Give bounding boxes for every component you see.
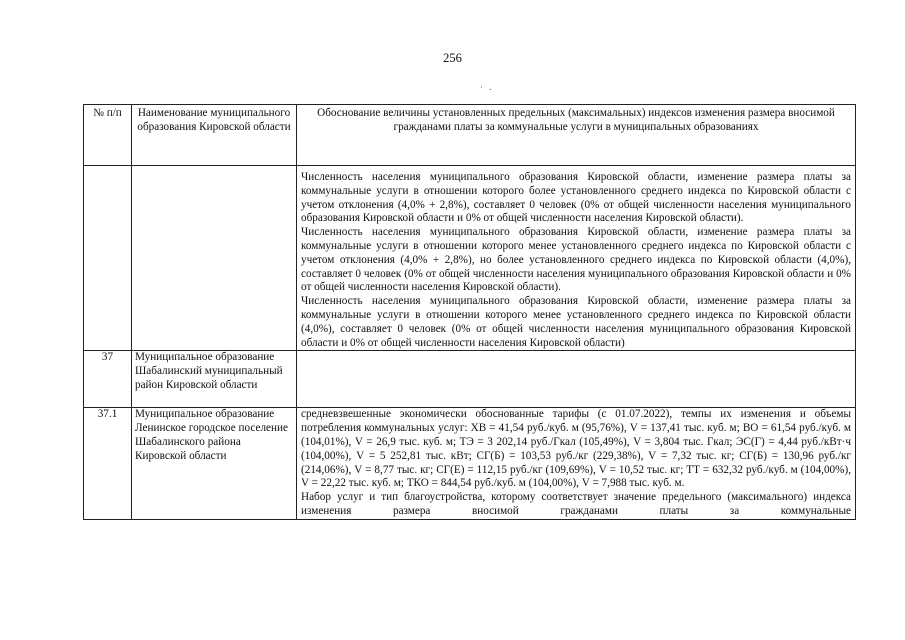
table-header-row bbox=[84, 105, 856, 166]
cell-number bbox=[84, 166, 132, 351]
table-row-37 bbox=[84, 351, 856, 408]
cell-municipality: Муниципальное образование Шабалинский муниципальный район Кировской области bbox=[132, 351, 297, 408]
cell-municipality: Муниципальное образование Ленинское городское поселение Шабалинского района Кировской области bbox=[132, 408, 297, 519]
header-municipality: Наименование муниципального образования Кировской области bbox=[132, 105, 297, 166]
header-number: № п/п bbox=[84, 105, 132, 166]
paragraph: Набор услуг и тип благоустройства, которому соответствует значение предельного (максимального) индекса изменения размера вносимой гражданами платы за коммунальные bbox=[301, 491, 851, 517]
table-row-37-1 bbox=[84, 408, 856, 519]
indices-table bbox=[83, 104, 856, 520]
paragraph: Численность населения муниципального образования Кировской области, изменение размера платы за коммунальные услуги в отношении которого менее установленного среднего индекса по Кировской области с учетом отклонения (4,0% + 2,8%), но более установленного среднего индекса по Кировской области (4,0%), составляет 0 человек (0% от общей численности населения муниципального образования Кировской области и 0% от общей численности населения Кировской области). bbox=[301, 226, 851, 294]
scan-dots: · . bbox=[480, 82, 494, 92]
header-justification: Обоснование величины установленных предельных (максимальных) индексов изменения размера вносимой гражданами платы за коммунальные услуги в муниципальных образованиях bbox=[297, 105, 856, 166]
cell-justification bbox=[297, 408, 856, 519]
paragraph: Численность населения муниципального образования Кировской области, изменение размера платы за коммунальные услуги в отношении которого менее установленного среднего индекса по Кировской области (4,0%), составляет 0 человек (0% от общей численности населения муниципального образования Кировской области и 0% от общей численности населения Кировской области) bbox=[301, 295, 851, 349]
page-number: 256 bbox=[443, 51, 462, 65]
table-row-continuation bbox=[84, 166, 856, 351]
cell-justification bbox=[297, 351, 856, 408]
cell-municipality bbox=[132, 166, 297, 351]
cell-number: 37.1 bbox=[84, 408, 132, 519]
cell-number: 37 bbox=[84, 351, 132, 408]
cell-justification bbox=[297, 166, 856, 351]
paragraph: Численность населения муниципального образования Кировской области, изменение размера платы за коммунальные услуги в отношении которого более установленного среднего индекса по Кировской области с учетом отклонения (4,0% + 2,8%), составляет 0 человек (0% от общей численности населения муниципального образования Кировской области и 0% от общей численности населения Кировской области). bbox=[301, 171, 851, 225]
paragraph: средневзвешенные экономически обоснованные тарифы (с 01.07.2022), темпы их изменения и объемы потребления коммунальных услуг: ХВ = 41,54 руб./куб. м (95,76%), V = 137,41 тыс. куб. м; ВО = 61,54 руб./куб. м (104,01%), V = 26,9 тыс. куб. м; ТЭ = 3 202,14 руб./Гкал (105,49%), V = 3,804 тыс. Гкал; ЭС(Г) = 4,44 руб./кВт·ч (104,00%), V = 5 252,81 тыс. кВт; СГ(Б) = 103,53 руб./кг (229,38%), V = 7,32 тыс. кг; СГ(Б) = 130,96 руб./кг (214,06%), V = 8,77 тыс. кг; СГ(Е) = 112,15 руб./кг (109,69%), V = 10,52 тыс. кг; ТТ = 632,32 руб./куб. м (104,00%), V = 22,22 тыс. куб. м; ТКО = 844,54 руб./куб. м (104,00%), V = 7,988 тыс. куб. м. bbox=[301, 408, 851, 490]
